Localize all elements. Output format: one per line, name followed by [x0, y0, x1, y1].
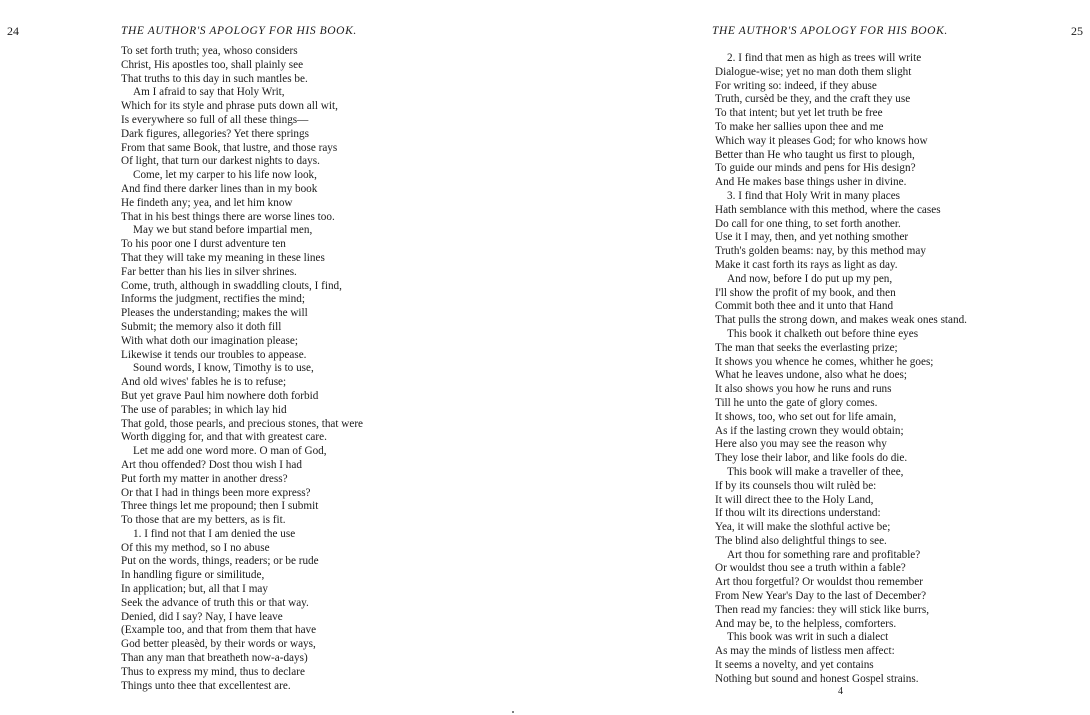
verse-line: The man that seeks the everlasting prize;	[715, 341, 898, 354]
verse-line: It shows, too, who set out for life amain,	[715, 410, 897, 423]
verse-line: May we but stand before impartial men,	[133, 224, 313, 237]
verse-line: If by its counsels thou wilt rulèd be:	[715, 479, 877, 492]
right-page	[545, 0, 1090, 715]
verse-line: Come, let my carper to his life now look,	[133, 169, 317, 182]
verse-line: That pulls the strong down, and makes weak ones stand.	[715, 314, 967, 327]
verse-line: Worth digging for, and that with greatest care.	[121, 431, 327, 444]
verse-line: Christ, His apostles too, shall plainly see	[121, 58, 304, 71]
verse-line: With what doth our imagination please;	[121, 334, 298, 347]
verse-line: Things unto thee that excellentest are.	[121, 679, 291, 692]
verse-line: From New Year's Day to the last of December?	[715, 590, 927, 603]
left-page-number: 24	[7, 24, 19, 38]
verse-line: Art thou for something rare and profitable?	[727, 548, 921, 561]
verse-line: It shows you whence he comes, whither he goes;	[715, 355, 934, 368]
verse-line: Truth, cursèd be they, and the craft they use	[715, 93, 911, 106]
verse-line: Art thou offended? Dost thou wish I had	[121, 458, 302, 471]
verse-line: If thou wilt its directions understand:	[715, 507, 881, 520]
verse-line: Thus to express my mind, thus to declare	[121, 665, 305, 678]
verse-line: Or wouldst thou see a truth within a fable?	[715, 562, 906, 575]
verse-line: Put on the words, things, readers; or be rude	[121, 555, 319, 568]
verse-line: Pleases the understanding; makes the will	[121, 307, 308, 320]
verse-line: Am I afraid to say that Holy Writ,	[133, 86, 285, 99]
verse-line: (Example too, and that from them that have	[121, 624, 317, 637]
verse-line: Art thou forgetful? Or wouldst thou remember	[715, 576, 923, 589]
verse-line: From that same Book, that lustre, and those rays	[121, 141, 338, 154]
verse-line: To set forth truth; yea, whoso considers	[121, 45, 298, 57]
verse-line: And old wives' fables he is to refuse;	[121, 376, 287, 389]
verse-line: To that intent; but yet let truth be free	[715, 107, 883, 120]
verse-line: Nothing but sound and honest Gospel strains.	[715, 672, 919, 685]
verse-line: As if the lasting crown they would obtain;	[715, 424, 904, 437]
verse-line: Of light, that turn our darkest nights to days.	[121, 155, 320, 168]
verse-line: It seems a novelty, and yet contains	[715, 659, 874, 672]
right-verse-block	[715, 52, 1005, 687]
verse-line: Denied, did I say? Nay, I have leave	[121, 610, 283, 623]
verse-line: Than any man that breatheth now-a-days)	[121, 652, 308, 665]
verse-line: Commit both thee and it unto that Hand	[715, 300, 894, 313]
verse-line: They lose their labor, and like fools do die.	[715, 452, 908, 465]
verse-line: Better than He who taught us first to plough,	[715, 148, 915, 161]
verse-line: In application; but, all that I may	[121, 583, 268, 596]
verse-line: It will direct thee to the Holy Land,	[715, 493, 874, 506]
left-running-header: THE AUTHOR'S APOLOGY FOR HIS BOOK.	[121, 25, 357, 37]
verse-line: Hath semblance with this method, where the cases	[715, 203, 941, 216]
verse-line: And find there darker lines than in my book	[121, 182, 318, 195]
verse-line: Which for its style and phrase puts down all wit,	[121, 100, 338, 113]
verse-line: Till he unto the gate of glory comes.	[715, 396, 878, 409]
verse-line: 2. I find that men as high as trees will write	[727, 52, 922, 64]
verse-line: Do call for one thing, to set forth another.	[715, 217, 901, 230]
verse-line: Put forth my matter in another dress?	[121, 472, 288, 485]
verse-line: To guide our minds and pens for His design?	[715, 162, 916, 175]
verse-line: But yet grave Paul him nowhere doth forbid	[121, 389, 319, 402]
verse-line: 1. I find not that I am denied the use	[133, 527, 296, 540]
verse-line: He findeth any; yea, and let him know	[121, 196, 293, 209]
verse-line: Come, truth, although in swaddling clouts, I find,	[121, 279, 342, 292]
verse-line: Seek the advance of truth this or that way.	[121, 596, 309, 609]
verse-line: Submit; the memory also it doth fill	[121, 320, 282, 333]
verse-line: Dark figures, allegories? Yet there springs	[121, 127, 309, 140]
verse-line: As may the minds of listless men affect:	[715, 645, 895, 658]
verse-line: And He makes base things usher in divine.	[715, 176, 907, 189]
verse-line: I'll show the profit of my book, and then	[715, 286, 896, 299]
verse-line: Here also you may see the reason why	[715, 438, 887, 451]
verse-line: The use of parables; in which lay hid	[121, 403, 287, 416]
verse-line: Sound words, I know, Timothy is to use,	[133, 362, 314, 375]
verse-line: In handling figure or similitude,	[121, 569, 265, 582]
verse-line: To make her sallies upon thee and me	[715, 120, 884, 133]
verse-line: Is everywhere so full of all these things—	[121, 113, 309, 126]
verse-line: That they will take my meaning in these lines	[121, 251, 325, 264]
verse-line: To those that are my betters, as is fit.	[121, 514, 286, 527]
verse-line: Use it I may, then, and yet nothing smother	[715, 231, 909, 244]
verse-line: 3. I find that Holy Writ in many places	[727, 189, 901, 202]
verse-line: Truth's golden beams: nay, by this method may	[715, 245, 926, 258]
verse-line: Yea, it will make the slothful active be;	[715, 521, 891, 534]
verse-line: Let me add one word more. O man of God,	[133, 445, 327, 458]
verse-line: And now, before I do put up my pen,	[727, 272, 893, 285]
verse-line: The blind also delightful things to see.	[715, 534, 887, 547]
verse-line: God better pleasèd, by their words or ways,	[121, 638, 316, 651]
verse-line: To his poor one I durst adventure ten	[121, 238, 286, 251]
signature-mark: 4	[838, 686, 843, 697]
gutter-speck	[512, 711, 514, 713]
verse-line: This book it chalketh out before thine eyes	[727, 327, 919, 340]
verse-line: Which way it pleases God; for who knows how	[715, 134, 928, 147]
verse-line: This book was writ in such a dialect	[727, 631, 889, 644]
verse-line: Informs the judgment, rectifies the mind;	[121, 293, 305, 306]
verse-line: That gold, those pearls, and precious stones, that were	[121, 417, 364, 430]
verse-line: Make it cast forth its rays as light as day.	[715, 258, 898, 271]
verse-line: Likewise it tends our troubles to appease.	[121, 348, 307, 361]
verse-line: That in his best things there are worse lines too.	[121, 210, 335, 223]
right-running-header: THE AUTHOR'S APOLOGY FOR HIS BOOK.	[712, 25, 948, 37]
verse-line: That truths to this day in such mantles be.	[121, 72, 308, 85]
verse-line: Three things let me propound; then I submit	[121, 500, 319, 513]
verse-line: Or that I had in things been more express?	[121, 486, 311, 499]
verse-line: For writing so: indeed, if they abuse	[715, 79, 877, 92]
verse-line: Of this my method, so I no abuse	[121, 541, 270, 554]
verse-line: What he leaves undone, also what he does;	[715, 369, 907, 382]
left-verse-block	[121, 45, 411, 693]
verse-line: And may be, to the helpless, comforters.	[715, 617, 897, 630]
right-page-number: 25	[1071, 24, 1083, 38]
verse-line: This book will make a traveller of thee,	[727, 465, 904, 478]
verse-line: It also shows you how he runs and runs	[715, 383, 892, 396]
verse-line: Far better than his lies in silver shrines.	[121, 265, 297, 278]
verse-line: Dialogue-wise; yet no man doth them slight	[715, 65, 912, 78]
verse-line: Then read my fancies: they will stick like burrs,	[715, 603, 930, 616]
